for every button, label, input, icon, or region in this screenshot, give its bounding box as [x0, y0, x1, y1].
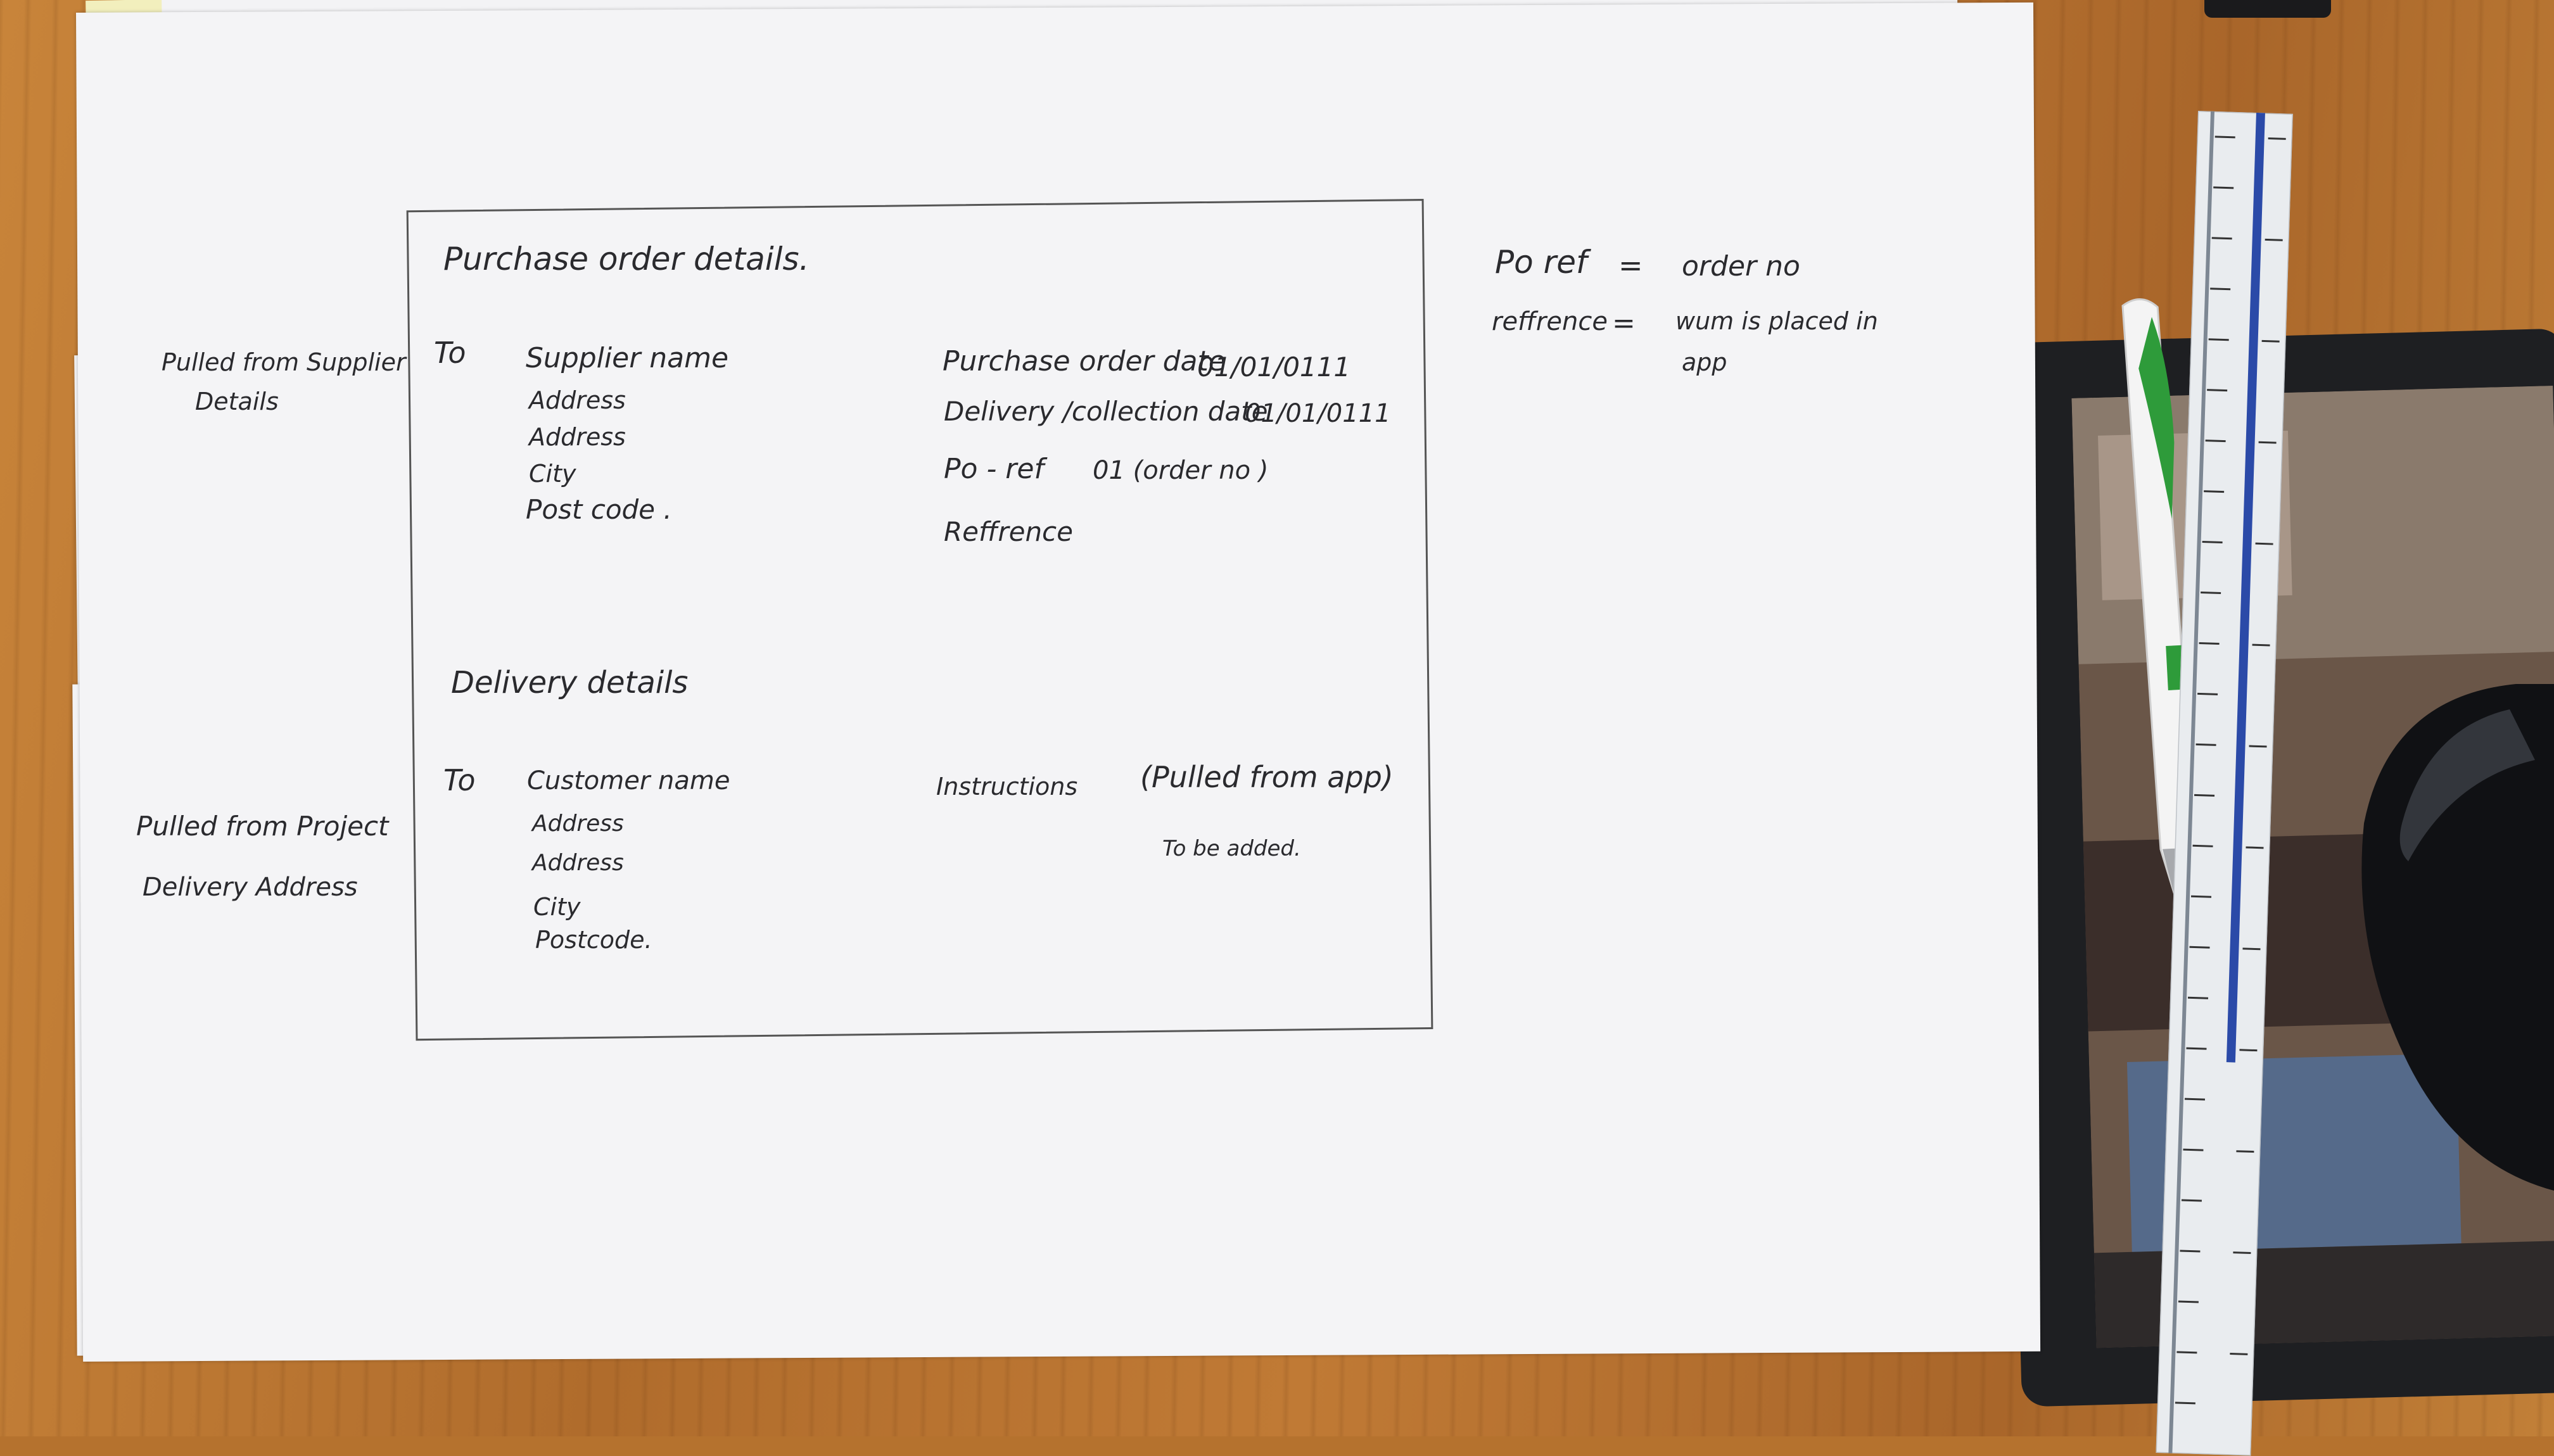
definition-po-ref-eq: =	[1618, 248, 1643, 282]
purchase-order-date-value: 01/01/0111	[1197, 351, 1351, 383]
box-title: Purchase order details.	[443, 241, 810, 277]
delivery-date-value: 01/01/0111	[1245, 399, 1391, 428]
customer-postcode: Postcode.	[535, 926, 652, 954]
definition-reference-value-2: app	[1682, 348, 1727, 376]
instructions-note: To be added.	[1162, 836, 1301, 861]
supplier-city: City	[529, 460, 576, 488]
delivery-details-title: Delivery details	[451, 665, 689, 700]
instructions-source: (Pulled from app)	[1140, 760, 1394, 794]
po-ref-label: Po - ref	[944, 453, 1044, 485]
purchase-order-date-label: Purchase order date	[943, 345, 1226, 377]
margin-note-project-2: Delivery Address	[143, 873, 358, 902]
customer-to-label: To	[443, 763, 476, 797]
definition-reference-value: wum is placed in	[1675, 307, 1878, 335]
margin-note-supplier-2: Details	[195, 388, 279, 415]
definition-reference: reffrence	[1492, 307, 1608, 336]
margin-note-supplier: Pulled from Supplier	[162, 348, 406, 376]
supplier-address-2: Address	[529, 423, 626, 451]
definition-po-ref-value: order no	[1682, 250, 1800, 282]
supplier-address-1: Address	[529, 386, 626, 414]
customer-address-1: Address	[532, 811, 624, 837]
supplier-name: Supplier name	[526, 342, 729, 374]
definition-reference-eq: =	[1612, 307, 1636, 339]
margin-note-project: Pulled from Project	[136, 811, 389, 842]
customer-name: Customer name	[527, 766, 730, 795]
customer-address-2: Address	[532, 850, 624, 876]
dark-object-top	[2204, 0, 2331, 18]
main-sheet	[76, 3, 2040, 1362]
definition-po-ref: Po ref	[1495, 244, 1587, 281]
delivery-date-label: Delivery /collection date	[944, 396, 1268, 427]
supplier-to-label: To	[434, 336, 466, 370]
customer-city: City	[533, 893, 581, 921]
po-ref-value: 01 (order no )	[1093, 456, 1269, 485]
instructions-label: Instructions	[936, 773, 1078, 801]
computer-mouse	[2351, 684, 2554, 1203]
supplier-postcode: Post code .	[526, 494, 672, 525]
reference-label: Reffrence	[944, 516, 1073, 547]
